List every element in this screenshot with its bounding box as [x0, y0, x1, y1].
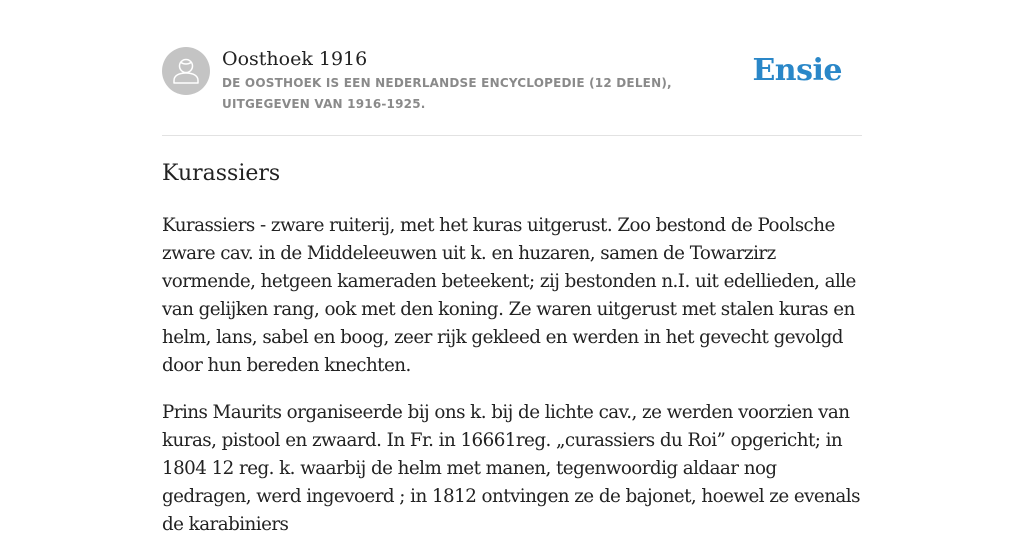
header-divider: [162, 135, 862, 136]
user-icon: [162, 47, 210, 95]
ensie-logo[interactable]: Ensie: [752, 53, 842, 88]
source-description: DE OOSTHOEK IS EEN NEDERLANDSE ENCYCLOPEDIE (12 DELEN), UITGEGEVEN VAN 1916-1925.: [222, 76, 672, 111]
article-paragraph: Prins Maurits organiseerde bij ons k. bij de lichte cav., ze werden voorzien van kuras, pistool en zwaard. In Fr. in 16661reg. „curassiers du Roi” opgericht; in 1804 12 reg. k. waarbij de helm met manen, tegenwoordig aldaar nog gedragen, werd ingevoerd ; in 1812 ontvingen ze de bajonet, hoewel ze evenals de karabiniers: [162, 402, 860, 535]
article-paragraph: Kurassiers - zware ruiterij, met het kuras uitgerust. Zoo bestond de Poolsche zware cav. in de Middeleeuwen uit k. en huzaren, samen de Towarzirz vormende, hetgeen kameraden beteekent; zij bestonden n.I. uit edellieden, alle van gelijken rang, ook met den koning. Ze waren uitgerust met stalen kuras en helm, lans, sabel en boog, zeer rijk gekleed en werden in het gevecht gevolgd door hun bereden knechten.: [162, 215, 856, 376]
article-title: Kurassiers: [162, 161, 281, 186]
source-header: [162, 44, 862, 124]
article-body: [162, 212, 864, 558]
source-title[interactable]: Oosthoek 1916: [222, 48, 368, 70]
source-avatar[interactable]: [162, 47, 210, 95]
